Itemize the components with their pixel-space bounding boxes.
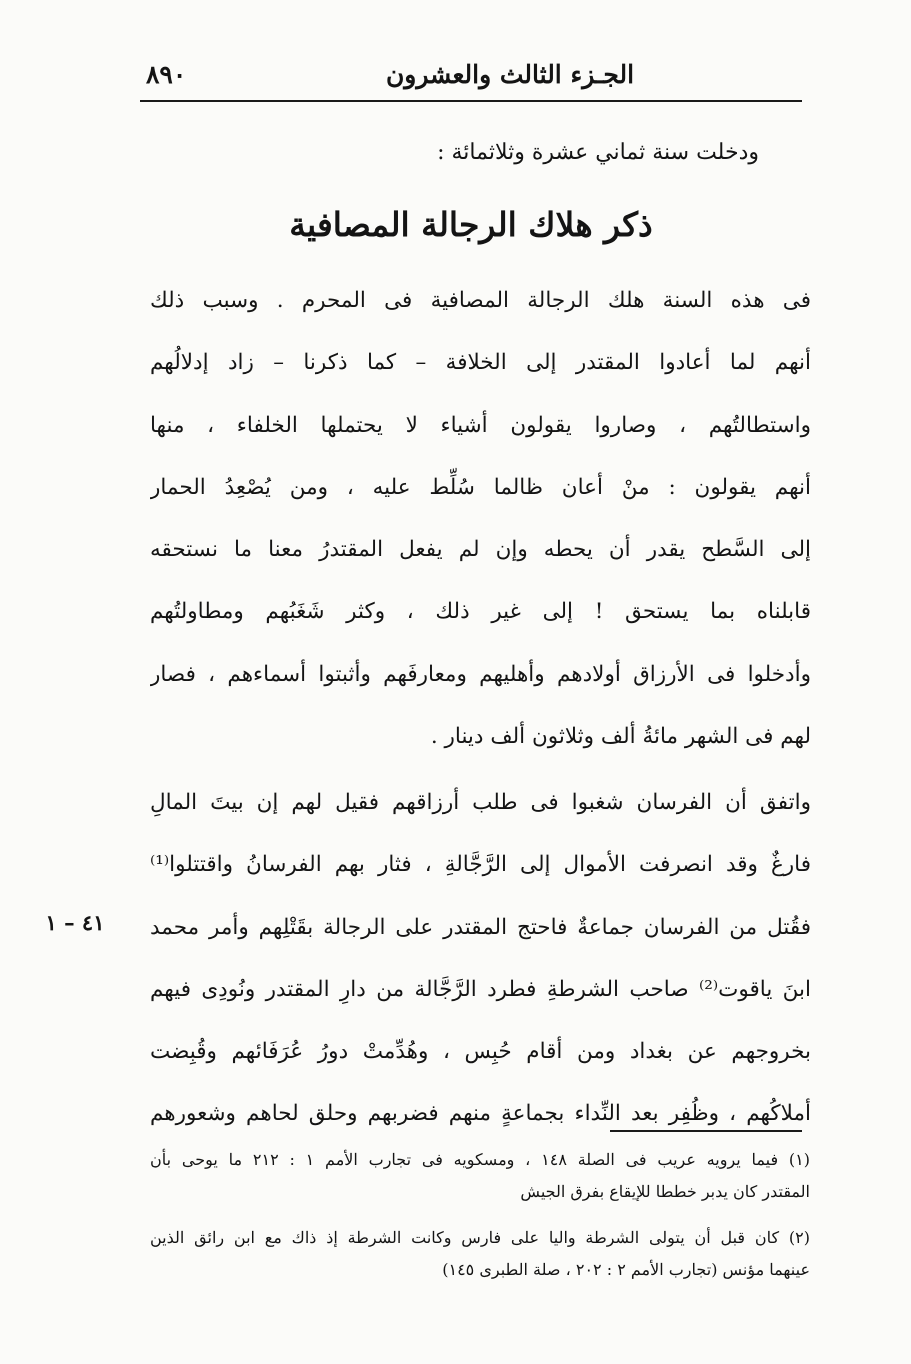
page-header bbox=[140, 58, 802, 98]
text-line: إلى السَّطح يقدر أن يحطه وإن لم يفعل المقتدرُ معنا ما نستحقه bbox=[150, 537, 811, 563]
text-line: بخروجهم عن بغداد ومن أقام حُبِس ، وهُدِّمتْ دورُ عُرَفَائهم وقُبِضت bbox=[150, 1039, 811, 1065]
paragraph-2 bbox=[150, 772, 811, 1146]
text-line: لهم فى الشهر مائةُ ألف وثلاثون ألف دينار . bbox=[430, 724, 811, 750]
running-title: الجـزء الثالث والعشرون bbox=[385, 60, 635, 89]
text-line: أنهم لما أعادوا المقتدر إلى الخلافة – كما ذكرنا – زاد إدلالُهم bbox=[150, 350, 811, 376]
footnote-2-line-1: (٢) كان قبل أن يتولى الشرطة واليا على فارس وكانت الشرطة إذ ذاك مع ابن رائق الذين bbox=[150, 1228, 810, 1247]
footnote-rule bbox=[610, 1130, 802, 1132]
paragraph-1 bbox=[150, 270, 811, 768]
footnote-1-line-1: (١) فيما يرويه عريب فى الصلة ١٤٨ ، ومسكويه فى تجارب الأمم ١ : ٢١٢ ما يوحى بأن bbox=[150, 1150, 810, 1169]
footnote-2-line-2: عينهما مؤنس (تجارب الأمم ٢ : ٢٠٢ ، صلة الطبرى ١٤٥) bbox=[442, 1260, 810, 1279]
footnotes bbox=[150, 1144, 810, 1286]
text-line: فارغٌ وقد انصرفت الأموال إلى الرَّجَّالةِ ، فثار بهم الفرسانُ واقتتلوا⁽¹⁾ bbox=[150, 852, 811, 878]
text-line: واستطالتُهم ، وصاروا يقولون أشياء لا يحتملها الخلفاء ، منها bbox=[150, 412, 811, 438]
header-rule bbox=[140, 100, 802, 102]
text-line: واتفق أن الفرسان شغبوا فى طلب أرزاقهم فقيل لهم إن بيتَ المالِ bbox=[150, 790, 811, 815]
page-number: ٨٩٠ bbox=[146, 60, 187, 89]
margin-reference: ٤١ – ١ bbox=[45, 910, 105, 935]
text-line: فقُتل من الفرسان جماعةٌ فاحتج المقتدر على الرجالة بقَتْلِهم وأمر محمد bbox=[150, 914, 811, 940]
text-line: ابنَ ياقوت⁽²⁾ صاحب الشرطةِ فطرد الرَّجَّالة من دارِ المقتدر ونُودِى فيهم bbox=[150, 976, 811, 1002]
text-line: أنهم يقولون : منْ أعان ظالما سُلِّط عليه ، ومن يُصْعِدُ الحمار bbox=[150, 474, 811, 500]
section-title: ذكر هلاك الرجالة المصافية bbox=[289, 205, 653, 244]
text-line: قابلناه بما يستحق ! إلى غير ذلك ، وكثر شَغَبُهم ومطاولتُهم bbox=[150, 599, 811, 625]
text-line: فى هذه السنة هلك الرجالة المصافية فى المحرم . وسبب ذلك bbox=[150, 288, 811, 313]
text-line: وأدخلوا فى الأرزاق أولادهم وأهليهم ومعارفَهم وأثبتوا أسماءهم ، فصار bbox=[150, 661, 811, 687]
intro-line: ودخلت سنة ثماني عشرة وثلاثمائة : bbox=[437, 140, 759, 165]
footnote-1-line-2: المقتدر كان يدبر خططا للإيقاع بفرق الجيش bbox=[520, 1182, 810, 1201]
text-line: أملاكُهم ، وظُفِر بعد النِّداء بجماعةٍ منهم فضربهم وحلق لحاهم وشعورهم bbox=[150, 1101, 811, 1127]
